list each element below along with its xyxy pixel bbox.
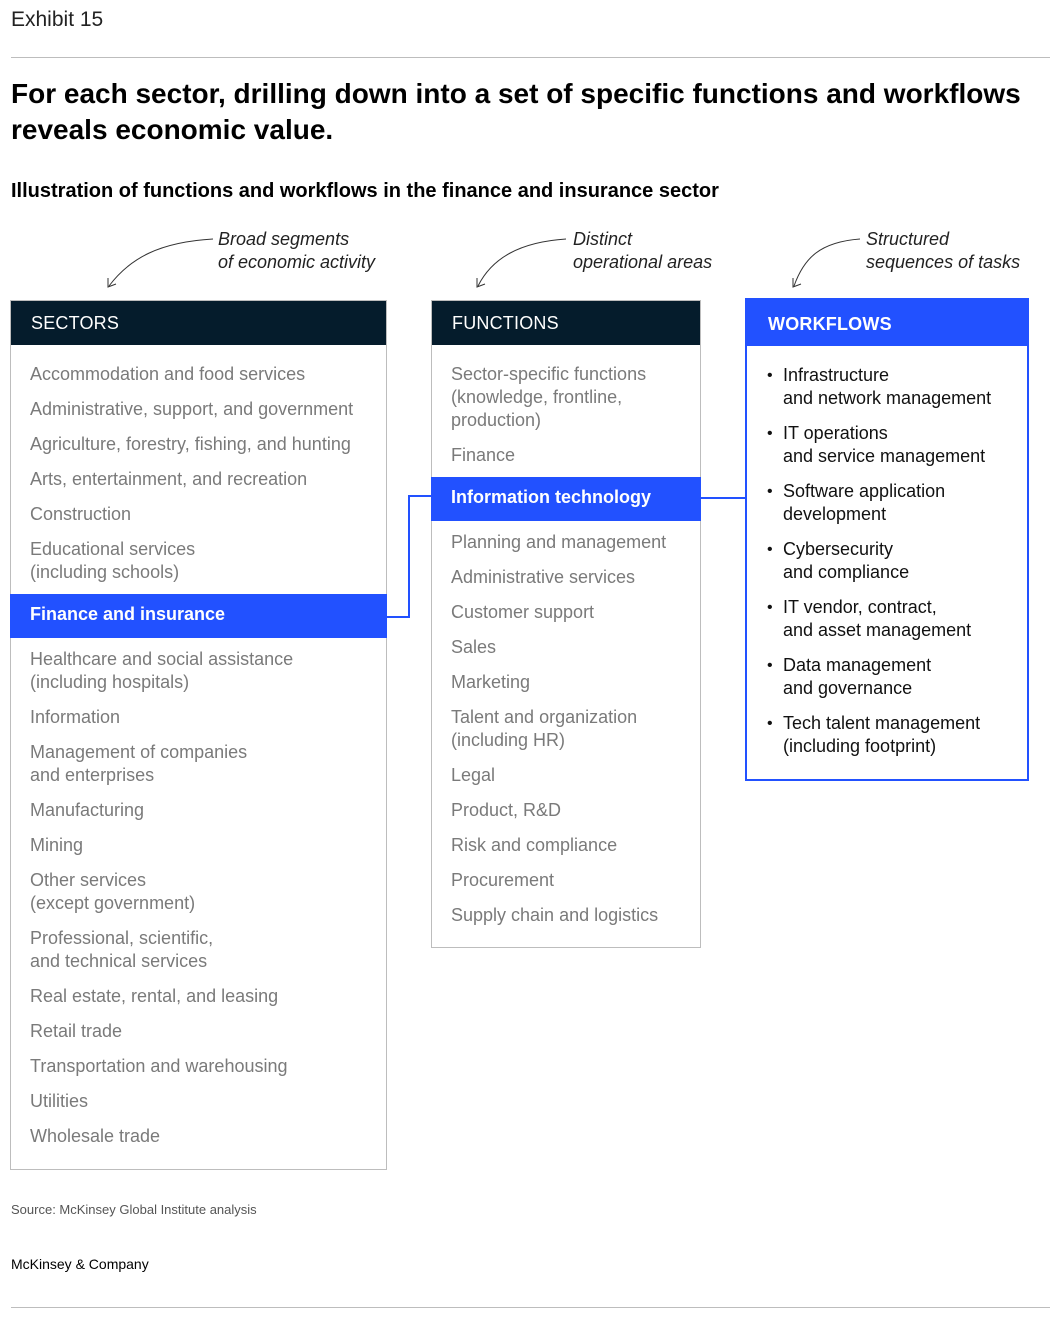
function-item <box>432 525 700 560</box>
functions-curved-arrow <box>478 239 566 286</box>
function-item-text: Information technology <box>451 487 651 507</box>
sector-item <box>11 863 386 921</box>
function-item-text: Procurement <box>451 870 555 890</box>
function-item-text: Talent and organization <box>451 707 638 727</box>
annotation-line: Broad segments <box>218 229 350 249</box>
workflows-curved-arrow <box>794 239 860 286</box>
sectors-arrowhead <box>108 278 116 287</box>
function-item-text: Finance <box>451 445 516 465</box>
sector-item <box>11 357 386 392</box>
workflow-item <box>747 712 1027 758</box>
sectors-panel <box>10 300 387 1170</box>
sector-item <box>11 979 386 1014</box>
sector-item-text: (including hospitals) <box>30 672 190 692</box>
sectors-annotation <box>218 228 375 274</box>
function-item-text: Marketing <box>451 672 531 692</box>
annotation-line: Structured <box>866 229 950 249</box>
function-item-text: Administrative services <box>451 567 636 587</box>
function-item <box>432 758 700 793</box>
sector-item <box>11 392 386 427</box>
functions-arrowhead <box>477 278 485 287</box>
workflows-header: WORKFLOWS <box>747 300 1027 346</box>
sector-item-text: Construction <box>30 504 132 524</box>
workflow-item-text: • IT operations <box>783 423 888 443</box>
workflow-item-text: and network management <box>783 388 992 408</box>
sectors-header: SECTORS <box>11 301 386 345</box>
function-item-text: Legal <box>451 765 496 785</box>
function-item <box>432 793 700 828</box>
annotation-line: of economic activity <box>218 252 376 272</box>
workflow-item <box>747 422 1027 468</box>
page-title: For each sector, drilling down into a set of specific functions and workflows reveals economic value. <box>11 78 1021 145</box>
sector-item <box>11 497 386 532</box>
functions-panel <box>431 300 701 948</box>
sector-item <box>11 642 386 700</box>
sector-item-text: Other services <box>30 870 147 890</box>
sector-item-text: (except government) <box>30 893 196 913</box>
function-item-selected <box>431 477 701 521</box>
sector-item-text: and enterprises <box>30 765 155 785</box>
sector-item-text: Arts, entertainment, and recreation <box>30 469 308 489</box>
sector-item-text: Utilities <box>30 1091 89 1111</box>
sector-item-text: Management of companies <box>30 742 248 762</box>
workflows-annotation <box>866 228 1020 274</box>
workflow-item <box>747 538 1027 584</box>
function-item-text: production) <box>451 410 542 430</box>
workflow-item-text: • Software application <box>783 481 946 501</box>
sector-item <box>11 427 386 462</box>
sector-item-text: Administrative, support, and government <box>30 399 354 419</box>
workflow-item-text: • Cybersecurity <box>783 539 894 559</box>
function-item-text: Product, R&D <box>451 800 562 820</box>
sectors-list <box>11 345 386 1154</box>
function-item <box>432 438 700 473</box>
workflows-list <box>747 346 1027 758</box>
workflow-item-text: and asset management <box>783 620 972 640</box>
sector-item-text: Accommodation and food services <box>30 364 306 384</box>
sector-item <box>11 700 386 735</box>
annotation-line: Distinct <box>573 229 633 249</box>
sector-item <box>11 1084 386 1119</box>
function-item-text: (including HR) <box>451 730 566 750</box>
sector-item-text: Wholesale trade <box>30 1126 161 1146</box>
brand-name: McKinsey & Company <box>11 1256 149 1272</box>
workflow-item <box>747 596 1027 642</box>
top-divider <box>11 57 1050 58</box>
sector-item-text: Manufacturing <box>30 800 145 820</box>
function-item <box>432 665 700 700</box>
sector-item-text: (including schools) <box>30 562 180 582</box>
function-item <box>432 630 700 665</box>
sector-item-selected <box>10 594 387 638</box>
exhibit-label: Exhibit 15 <box>11 8 104 31</box>
sector-item <box>11 1119 386 1154</box>
function-item <box>432 357 700 438</box>
functions-annotation <box>573 228 712 274</box>
sector-item-text: Mining <box>30 835 84 855</box>
functions-list <box>432 345 700 933</box>
sector-item <box>11 921 386 979</box>
sector-item-text: Healthcare and social assistance <box>30 649 294 669</box>
sector-item <box>11 462 386 497</box>
sector-item-text: Professional, scientific, <box>30 928 214 948</box>
sector-item-text: and technical services <box>30 951 208 971</box>
workflow-item-text: (including footprint) <box>783 736 937 756</box>
sector-item-text: Real estate, rental, and leasing <box>30 986 279 1006</box>
function-item-text: Sales <box>451 637 497 657</box>
source-note: Source: McKinsey Global Institute analysis <box>11 1202 257 1217</box>
workflows-arrowhead <box>793 278 801 287</box>
workflow-item-text: • IT vendor, contract, <box>783 597 937 617</box>
sector-item <box>11 532 386 590</box>
sector-function-connector <box>387 496 432 617</box>
workflows-panel <box>745 298 1029 781</box>
sector-item-text: Agriculture, forestry, fishing, and hunting <box>30 434 351 454</box>
function-item <box>432 595 700 630</box>
workflow-item <box>747 654 1027 700</box>
function-item-text: Sector-specific functions <box>451 364 647 384</box>
sector-item <box>11 1049 386 1084</box>
function-item-text: (knowledge, frontline, <box>451 387 623 407</box>
workflow-item-text: development <box>783 504 887 524</box>
functions-header: FUNCTIONS <box>432 301 700 345</box>
bottom-divider <box>11 1307 1050 1308</box>
workflow-item-text: and governance <box>783 678 913 698</box>
sector-item <box>11 828 386 863</box>
subtitle: Illustration of functions and workflows in the finance and insurance sector <box>11 180 719 202</box>
sector-item-text: Educational services <box>30 539 196 559</box>
workflow-item-text: • Data management <box>783 655 932 675</box>
sector-item-text: Retail trade <box>30 1021 123 1041</box>
annotation-line: sequences of tasks <box>866 252 1021 272</box>
workflow-item-text: and service management <box>783 446 986 466</box>
function-item-text: Customer support <box>451 602 595 622</box>
workflow-item-text: and compliance <box>783 562 910 582</box>
workflow-item-text: • Infrastructure <box>783 365 890 385</box>
sector-item <box>11 735 386 793</box>
workflow-item-text: • Tech talent management <box>783 713 981 733</box>
annotation-line: operational areas <box>573 252 713 272</box>
sector-item-text: Information <box>30 707 121 727</box>
function-item-text: Supply chain and logistics <box>451 905 659 925</box>
sector-item-text: Transportation and warehousing <box>30 1056 288 1076</box>
function-item-text: Risk and compliance <box>451 835 618 855</box>
workflow-item <box>747 480 1027 526</box>
function-item <box>432 560 700 595</box>
function-item-text: Planning and management <box>451 532 667 552</box>
function-item <box>432 898 700 933</box>
sector-item <box>11 793 386 828</box>
function-item <box>432 863 700 898</box>
function-item <box>432 828 700 863</box>
workflow-item <box>747 364 1027 410</box>
sectors-curved-arrow <box>109 239 213 286</box>
function-item <box>432 700 700 758</box>
sector-item <box>11 1014 386 1049</box>
sector-item-text: Finance and insurance <box>30 604 226 624</box>
